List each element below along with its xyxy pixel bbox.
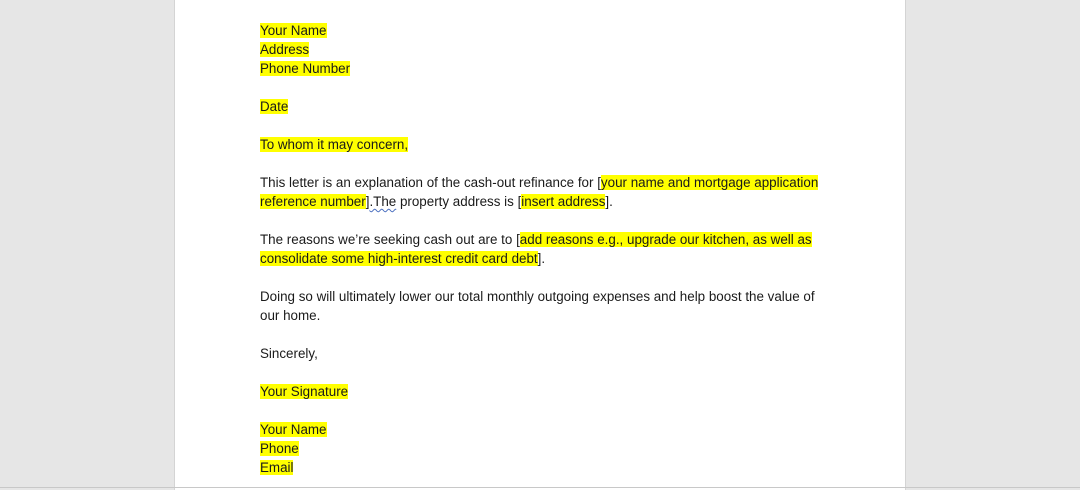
page-bottom-divider [0, 487, 1080, 488]
footer-email-line [260, 458, 820, 477]
p2-text: The reasons we’re seeking cash out are to [260, 232, 517, 247]
letter-body[interactable] [260, 21, 820, 477]
sender-name-line [260, 21, 820, 40]
paragraph-2-line-1 [260, 230, 820, 249]
p2-bracket-open: [ [516, 232, 520, 247]
blank-line [260, 325, 820, 344]
blank-line [260, 401, 820, 420]
p2-end: ]. [537, 251, 546, 266]
p3-text-2: our home. [260, 308, 321, 323]
sender-phone-line [260, 59, 820, 78]
footer-name: Your Name [260, 422, 327, 437]
grammar-squiggle-word[interactable]: .The [369, 194, 397, 209]
paragraph-3-line-2 [260, 306, 820, 325]
date-line [260, 97, 820, 116]
paragraph-3-line-1 [260, 287, 820, 306]
signature-placeholder: Your Signature [260, 384, 349, 399]
p1-bracket-close: ] [365, 194, 370, 209]
date-placeholder: Date [260, 99, 289, 114]
paragraph-1-line-1 [260, 173, 820, 192]
p2-placeholder-reasons: add reasons e.g., upgrade our kitchen, as well as [519, 232, 812, 247]
sender-name: Your Name [260, 23, 327, 38]
signature-line [260, 382, 820, 401]
p1-text-2: property address is [396, 194, 518, 209]
p1-placeholder-address: insert address [521, 194, 606, 209]
blank-line [260, 211, 820, 230]
footer-email: Email [260, 460, 294, 475]
p1-end: ]. [605, 194, 613, 209]
paragraph-1-line-2 [260, 192, 820, 211]
document-page[interactable] [174, 0, 906, 490]
blank-line [260, 78, 820, 97]
sender-address-line [260, 40, 820, 59]
blank-line [260, 363, 820, 382]
p1-bracket-open: [ [597, 175, 601, 190]
p2-placeholder-reasons-cont: consolidate some high-interest credit card debt [260, 251, 538, 266]
footer-name-line [260, 420, 820, 439]
p1-text: This letter is an explanation of the cash-out refinance for [260, 175, 598, 190]
p3-text-1: Doing so will ultimately lower our total monthly outgoing expenses and help boost the value of [260, 289, 815, 304]
blank-line [260, 154, 820, 173]
p1-bracket2-open: [ [517, 194, 522, 209]
salutation: To whom it may concern, [260, 137, 409, 152]
salutation-line [260, 135, 820, 154]
blank-line [260, 116, 820, 135]
blank-line [260, 268, 820, 287]
p1-placeholder-name: your name and mortgage application [600, 175, 819, 190]
paragraph-2-line-2 [260, 249, 820, 268]
closing-line [260, 344, 820, 363]
footer-phone-line [260, 439, 820, 458]
sender-phone: Phone Number [260, 61, 351, 76]
sender-address: Address [260, 42, 310, 57]
closing: Sincerely, [260, 346, 318, 361]
footer-phone: Phone [260, 441, 299, 456]
p1-placeholder-reference: reference number [260, 194, 366, 209]
